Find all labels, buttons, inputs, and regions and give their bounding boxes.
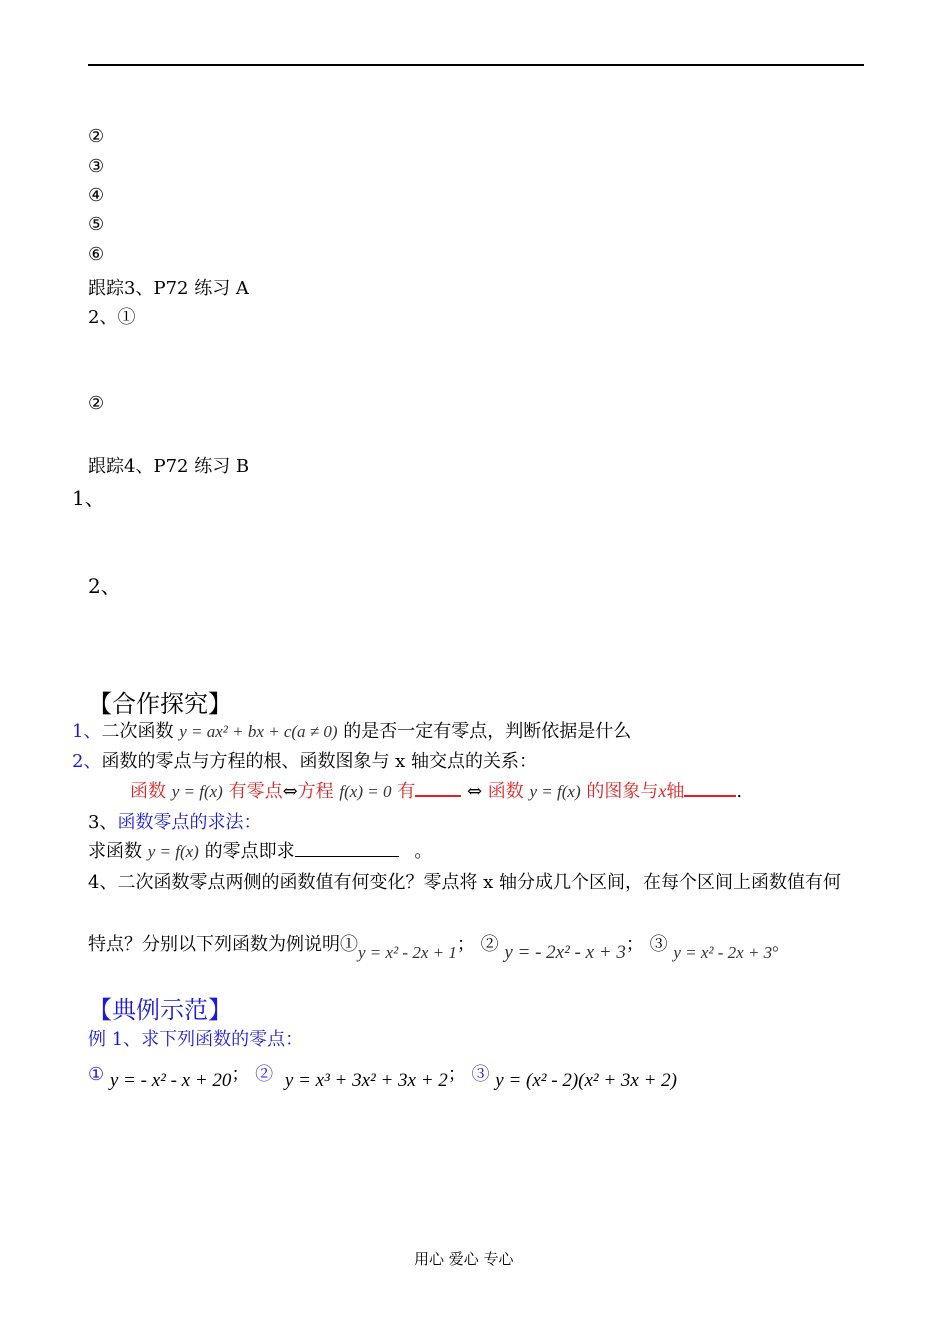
coop-q4-end: 。 [772,934,791,955]
coop-q2-text: 函数的零点与方程的根、函数图象与 x 轴交点的关系： [101,751,538,772]
zero-relation-line [130,777,742,803]
example-expr-2: y = x³ + 3x² + 3x + 2 [284,1070,448,1091]
example-1-prompt: 例 1、求下列函数的零点： [88,1029,304,1050]
track-3-heading: 跟踪3、P72 练习 A [88,278,249,299]
example-circle-2: ② [255,1064,274,1085]
example-heading: 【典例示范】 [88,996,232,1024]
exercise-b-2: 2、 [88,574,121,598]
coop-q3-body [88,837,432,863]
coop-q1-number: 1、 [72,721,102,742]
coop-q3-number: 3、 [88,812,118,833]
example-1-functions [88,1060,678,1091]
rel-x-axis-var: x [658,781,667,801]
coop-q4-expr-3: y = x² - 2x + 3 [673,943,773,962]
example-circle-1: ① [88,1064,105,1085]
coop-q2-number: 2、 [72,751,102,772]
rel-formula-2: f(x) = 0 [339,782,392,801]
coop-q3-b: 的零点即求 [204,841,295,862]
example-sep-1: ； [231,1064,250,1085]
coop-q4-line-2 [88,930,791,963]
coop-q4-expr-2: y = - 2x² - x + 3 [504,942,626,963]
rel-equation: 方程 [297,781,334,802]
rel-has: 有 [397,781,416,802]
coop-q3-a: 求函数 [88,841,142,862]
rel-formula-3: y = f(x) [529,782,581,801]
coop-q1-formula: y = ax² + bx + c(a ≠ 0) [179,722,338,741]
example-sep-2: ； [447,1064,466,1085]
coop-question-3 [88,808,261,834]
coop-q4-circle-3: ③ [649,934,668,955]
rel-blank-2[interactable] [684,777,736,797]
rel-has-zero: 有零点 [228,781,283,802]
exercise-b-1: 1、 [72,486,105,510]
item-circle-5: ⑤ [88,214,105,235]
coop-q1-prefix: 二次函数 [101,721,180,742]
coop-q3-blank[interactable] [295,838,399,857]
coop-q3-formula: y = f(x) [147,842,199,861]
rel-iff-2: ⇔ [466,781,483,802]
coop-q4-circle-2: ② [480,934,499,955]
example-expr-1: y = - x² - x + 20 [109,1070,232,1091]
exercise-2-part-2: ② [88,393,105,414]
track-4-heading: 跟踪4、P72 练习 B [88,456,250,477]
item-circle-3: ③ [88,156,105,177]
rel-func-1: 函数 [130,781,166,802]
cooperative-heading: 【合作探究】 [88,690,232,718]
coop-q4-line2-text: 特点？分别以下列函数为例说明① [88,934,358,955]
exercise-2-part-1: 2、① [88,307,136,328]
coop-q4-sep-2: ； [625,934,644,955]
coop-question-1 [72,717,631,743]
coop-q4-line-1: 4、二次函数零点两侧的函数值有何变化？零点将 x 轴分成几个区间，在每个区间上函数值有何 [88,872,842,893]
example-expr-3: y = (x² - 2)(x² + 3x + 2) [495,1070,678,1091]
item-circle-2: ② [88,126,105,147]
item-circle-4: ④ [88,185,105,206]
page-footer: 用心 爱心 专心 [414,1250,514,1268]
item-circle-6: ⑥ [88,244,105,265]
coop-q4-sep-1: ； [456,934,475,955]
rel-axis: 轴 [666,781,685,802]
rel-graph-with: 的图象与 [586,781,659,802]
rel-formula-1: y = f(x) [171,782,223,801]
coop-q1-suffix: 的是否一定有零点，判断依据是什么 [337,721,632,742]
coop-q3-end: 。 [414,841,433,862]
rel-period: . [736,781,743,802]
rel-func-2: 函数 [487,781,524,802]
header-rule [88,64,864,66]
coop-q3-title: 函数零点的求法： [117,812,262,833]
rel-blank-1[interactable] [415,777,461,797]
example-circle-3: ③ [471,1064,490,1085]
coop-q4-expr-1: y = x² - 2x + 1 [358,943,457,962]
rel-iff-1: ⇔ [282,781,298,802]
coop-question-2 [72,747,537,773]
